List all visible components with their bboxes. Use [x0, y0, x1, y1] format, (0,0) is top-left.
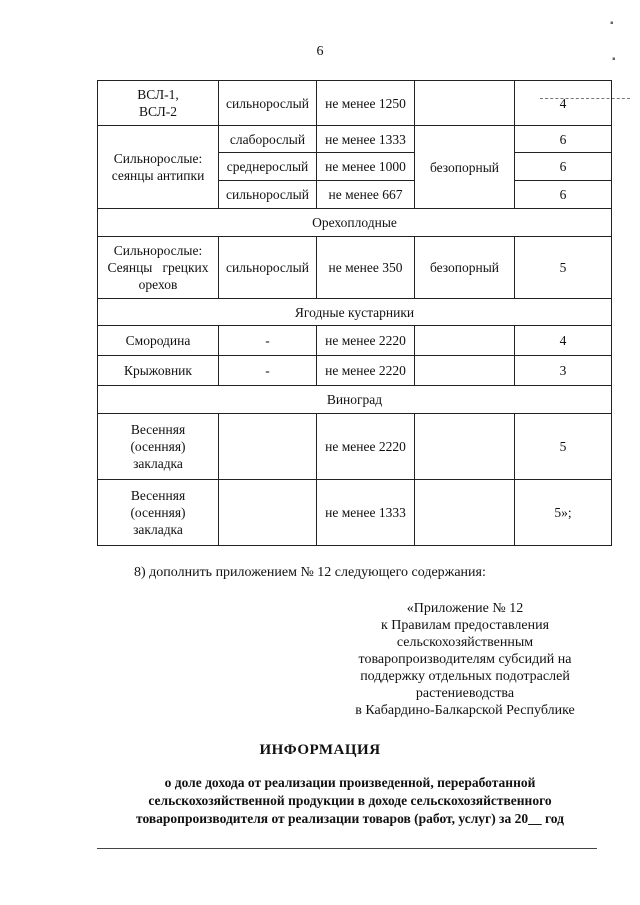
table-row [98, 326, 612, 356]
vigor-cell: - [219, 356, 317, 386]
section-heading: Ягодные кустарники [98, 299, 612, 326]
appendix-line: в Кабардино-Балкарской Республике [355, 703, 575, 718]
vigor-cell: среднерослый [219, 153, 317, 181]
density-cell: не менее 2220 [317, 356, 415, 386]
support-cell [415, 326, 515, 356]
name-line: закладка [133, 456, 183, 471]
variety-cell [98, 81, 219, 126]
support-cell: безопорный [415, 237, 515, 299]
scan-mark: ▪ [610, 18, 614, 29]
vigor-cell: - [219, 326, 317, 356]
density-cell: не менее 2220 [317, 326, 415, 356]
density-cell: не менее 1333 [317, 480, 415, 546]
vigor-cell [219, 480, 317, 546]
support-cell [415, 356, 515, 386]
name-line: закладка [133, 522, 183, 537]
table-row [98, 356, 612, 386]
variety-line: ВСЛ-1, [137, 87, 179, 102]
vigor-cell: сильнорослый [219, 81, 317, 126]
table-row [98, 81, 612, 126]
group-label-line: Сеянцы грецких [107, 260, 209, 275]
density-cell: не менее 2220 [317, 414, 415, 480]
table-row [98, 414, 612, 480]
support-cell [415, 480, 515, 546]
support-cell [415, 414, 515, 480]
name-cell: Смородина [98, 326, 219, 356]
section-row [98, 209, 612, 237]
years-cell: 5 [515, 237, 612, 299]
group-label-line: Сильнорослые: [113, 243, 203, 258]
group-label-line: Сильнорослые: [113, 151, 203, 166]
vigor-cell: сильнорослый [219, 237, 317, 299]
subtitle-line: сельскохозяйственной продукции в доходе сельскохозяйственного [148, 793, 552, 808]
years-cell: 6 [515, 126, 612, 153]
support-cell [415, 81, 515, 126]
years-cell: 5»; [515, 480, 612, 546]
name-line: Весенняя [130, 422, 186, 437]
density-cell: не менее 1250 [317, 81, 415, 126]
page-number: 6 [316, 44, 324, 59]
years-cell: 6 [515, 181, 612, 209]
name-cell: Крыжовник [98, 356, 219, 386]
name-cell [98, 414, 219, 480]
appendix-header [330, 600, 600, 719]
appendix-line: товаропроизводителям субсидий на [358, 652, 572, 667]
appendix-line: сельскохозяйственным [396, 635, 534, 650]
years-cell: 3 [515, 356, 612, 386]
underline-rule [97, 848, 597, 849]
density-cell: не менее 667 [317, 181, 415, 209]
planting-norms-table [97, 80, 612, 546]
years-cell: 5 [515, 414, 612, 480]
group-label-cell [98, 126, 219, 209]
document-title: ИНФОРМАЦИЯ [259, 742, 381, 758]
name-line: Весенняя [130, 488, 186, 503]
support-cell: безопорный [415, 126, 515, 209]
section-row [98, 299, 612, 326]
amendment-paragraph: 8) дополнить приложением № 12 следующего содержания: [134, 565, 486, 580]
table-row [98, 237, 612, 299]
years-cell: 6 [515, 153, 612, 181]
table-row [98, 480, 612, 546]
subtitle-line: товаропроизводителя от реализации товаров (работ, услуг) за 20__ год [136, 811, 564, 826]
section-heading: Виноград [98, 386, 612, 414]
density-cell: не менее 1333 [317, 126, 415, 153]
appendix-line: поддержку отдельных подотраслей [360, 669, 570, 684]
vigor-cell [219, 414, 317, 480]
vigor-cell: сильнорослый [219, 181, 317, 209]
document-subtitle [80, 774, 620, 828]
name-line: (осенняя) [130, 439, 186, 454]
table-row [98, 126, 612, 153]
vigor-cell: слаборослый [219, 126, 317, 153]
years-cell: 4 [515, 81, 612, 126]
appendix-line: растениеводства [415, 686, 515, 701]
density-cell: не менее 350 [317, 237, 415, 299]
years-cell: 4 [515, 326, 612, 356]
appendix-line: «Приложение № 12 [406, 601, 524, 616]
group-label-line: орехов [138, 277, 178, 292]
density-cell: не менее 1000 [317, 153, 415, 181]
variety-line: ВСЛ-2 [138, 104, 178, 119]
group-label-cell [98, 237, 219, 299]
subtitle-line: о доле дохода от реализации произведенной, переработанной [164, 775, 536, 790]
appendix-line: к Правилам предоставления [380, 618, 550, 633]
section-heading: Орехоплодные [98, 209, 612, 237]
group-label-line: сеянцы антипки [111, 168, 205, 183]
section-row [98, 386, 612, 414]
scan-mark: ▪ [612, 54, 616, 65]
name-cell [98, 480, 219, 546]
name-line: (осенняя) [130, 505, 186, 520]
